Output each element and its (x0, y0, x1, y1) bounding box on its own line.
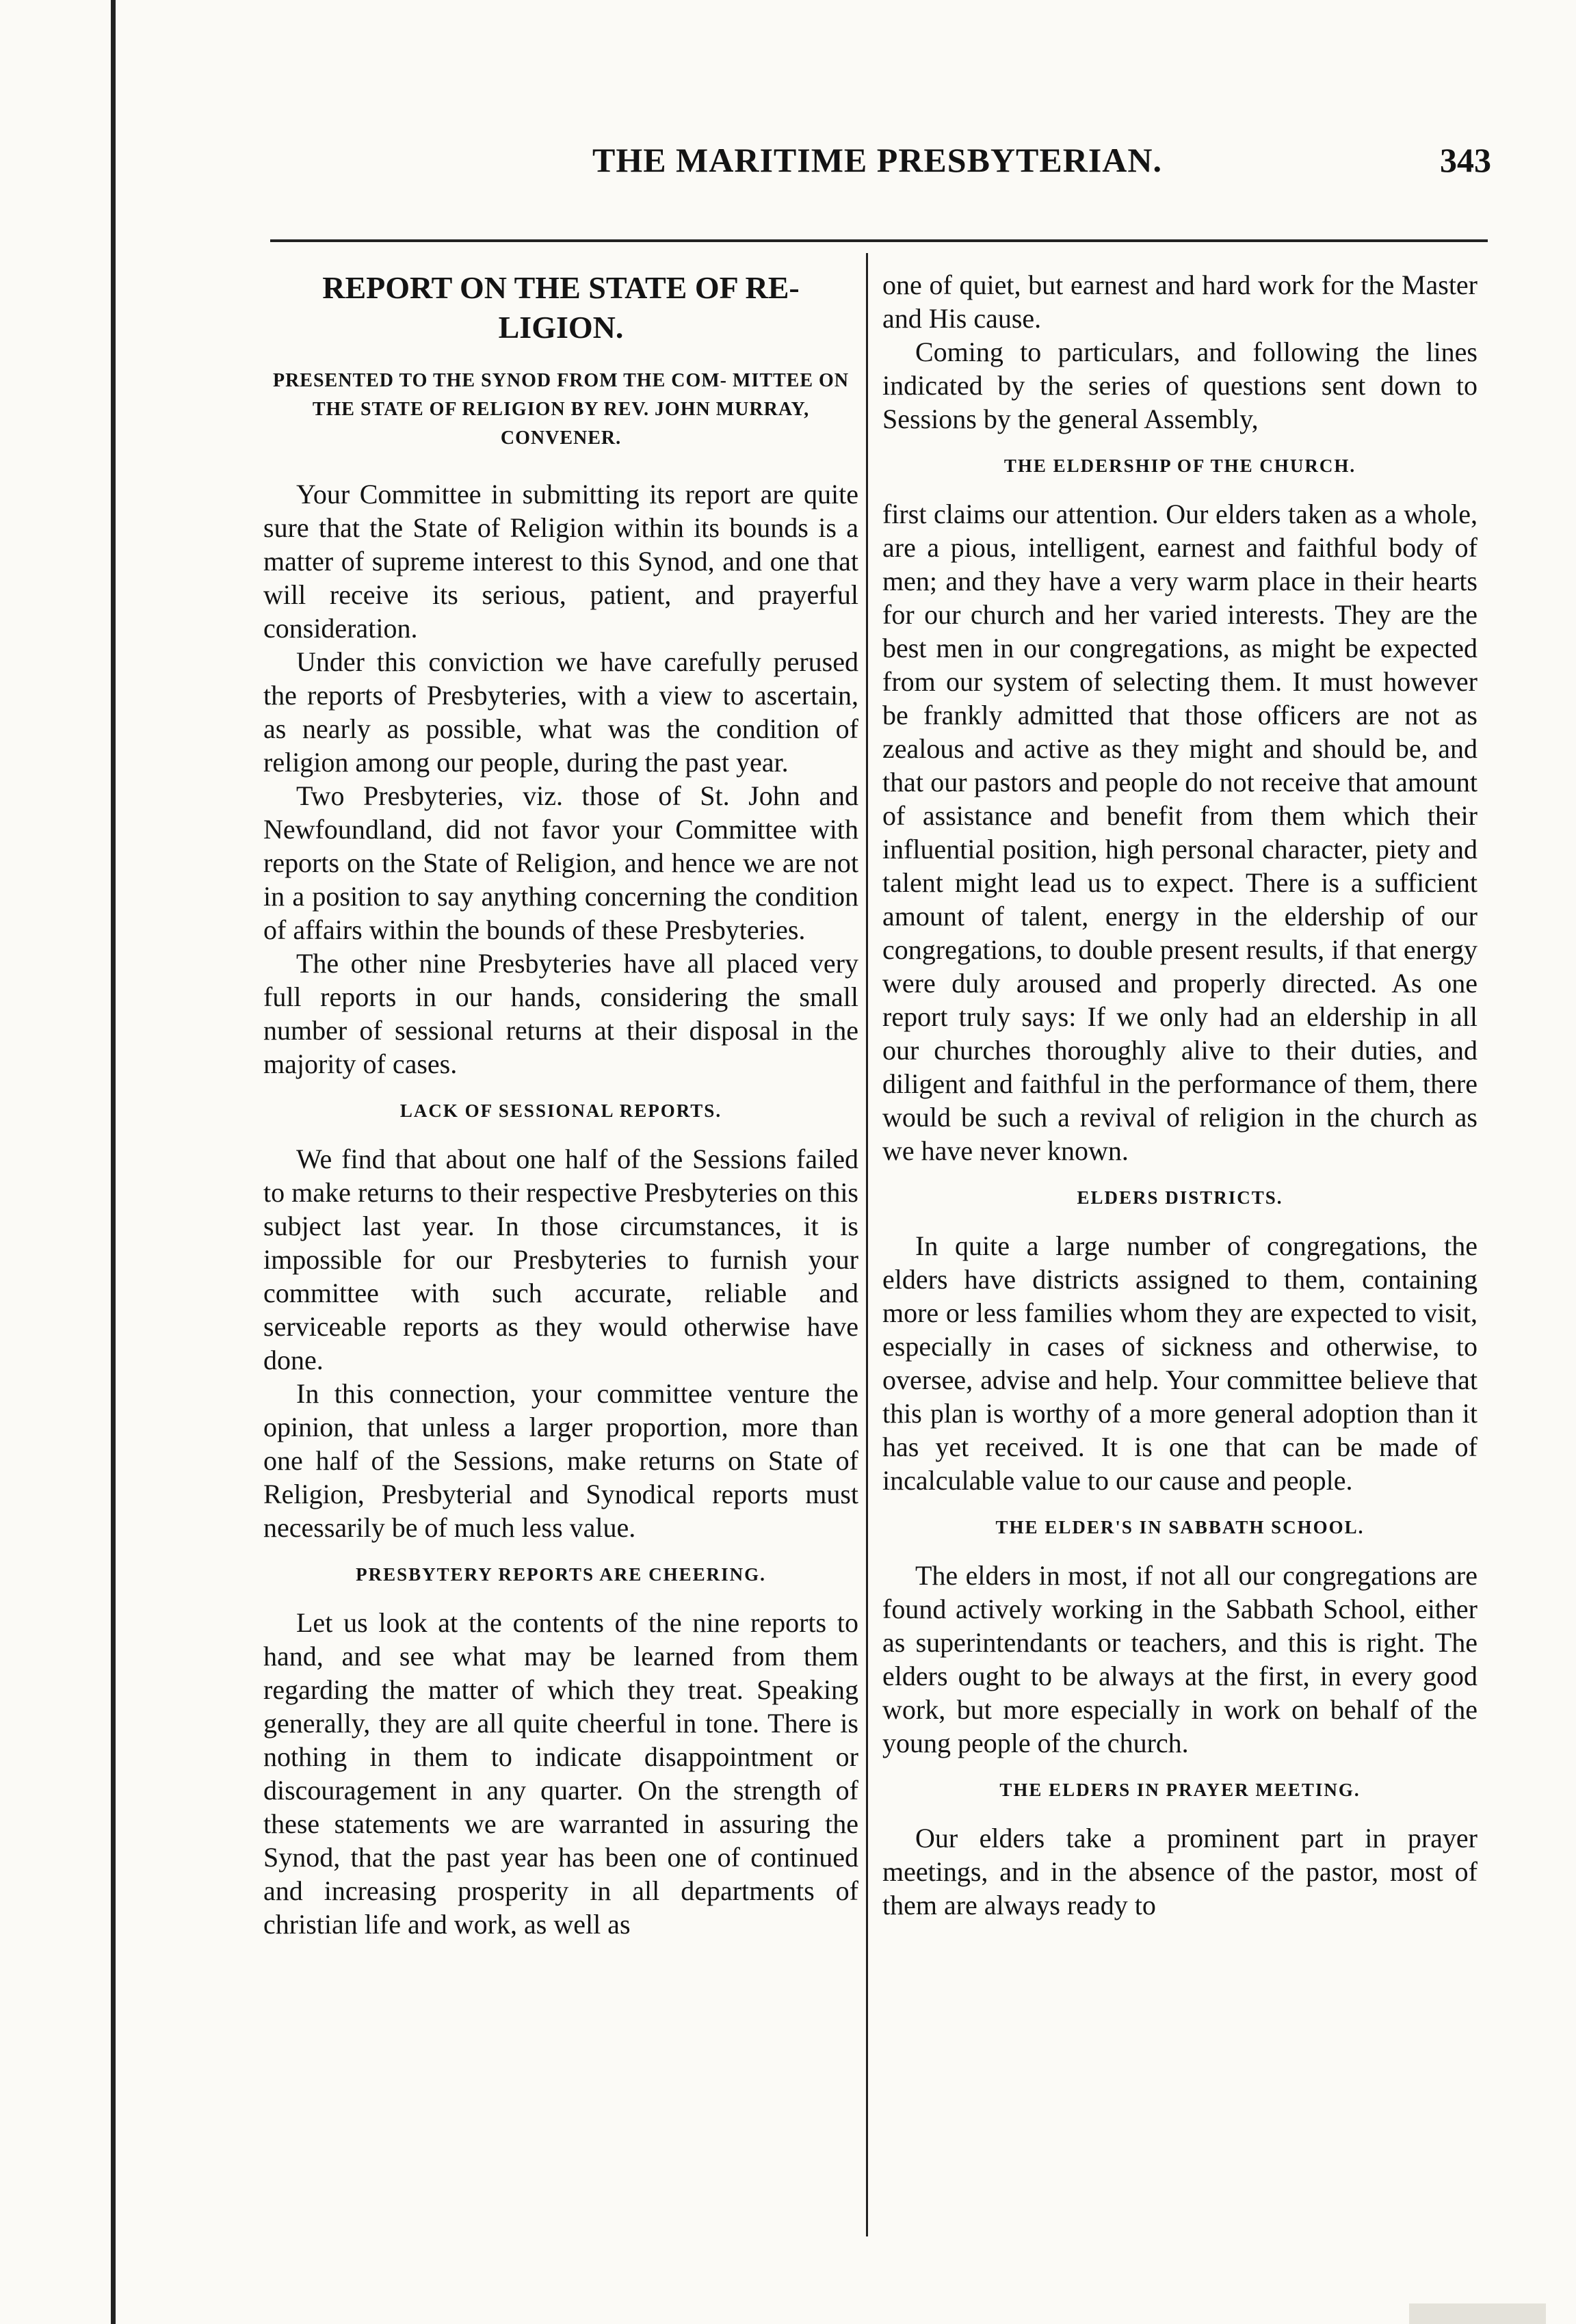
paragraph: one of quiet, but earnest and hard work for the Master and His cause. (882, 269, 1478, 334)
running-title: THE MARITIME PRESBYTERIAN. (592, 141, 1163, 179)
section-heading: ELDERS DISTRICTS. (1077, 1187, 1283, 1208)
paragraph: Let us look at the contents of the nine reports to hand, and see what may be learned from them regarding the matter of which they treat. Speaking generally, they are all quite cheerful in tone. There is nothing in them to indicate disappointment or discouragement in any quarter. On the strength of these statements we are warranted in assuring the Synod, that the past year has been one of continued and increasing prosperity in all departments of christian life and work, as well as (263, 1607, 858, 1940)
paragraph: Our elders take a prominent part in prayer meetings, and in the absence of the pastor, most of them are always ready to (882, 1823, 1478, 1920)
section-heading: THE ELDERS IN PRAYER MEETING. (999, 1780, 1361, 1800)
header-rule (270, 239, 1488, 242)
page-number: 343 (1440, 141, 1491, 179)
running-header (263, 140, 1491, 205)
section-heading: THE ELDER'S IN SABBATH SCHOOL. (995, 1517, 1365, 1537)
page-binding-edge (111, 0, 116, 2324)
scan-footer-mark (1409, 2303, 1546, 2324)
article-subtitle: PRESENTED TO THE SYNOD FROM THE COM- MITTEE ON THE STATE OF RELIGION BY REV. JOHN MURRAY, CONVENER. (272, 370, 850, 449)
column-divider (866, 253, 868, 2236)
paragraph: In quite a large number of congregations, the elders have districts assigned to them, containing more or less families whom they are expected to visit, especially in cases of sickness and otherwise, to oversee, advise and help. Your committee believe that this plan is worthy of a more general adoption than it has yet received. It is one that can be made of incalculable value to our cause and people. (882, 1230, 1478, 1496)
section-heading: THE ELDERSHIP OF THE CHURCH. (1003, 455, 1356, 476)
paragraph: We find that about one half of the Sessions failed to make returns to their respective Presbyteries on this subject last year. In those circumstances, it is impossible for our Presbyteries to furnish your committee with such accurate, reliable and serviceable reports as they would otherwise have done. (263, 1144, 858, 1375)
paragraph: The elders in most, if not all our congregations are found actively working in the Sabbath School, either as superintendants or teachers, and this is right. The elders ought to be always at the first, in every good work, but more especially in work on behalf of the young people of the church. (882, 1560, 1478, 1758)
paragraph: The other nine Presbyteries have all placed very full reports in our hands, considering the small number of sessional returns at their disposal in the majority of cases. (263, 948, 858, 1079)
section-heading: PRESBYTERY REPORTS ARE CHEERING. (356, 1564, 766, 1585)
article-title: REPORT ON THE STATE OF RE- LIGION. (322, 270, 800, 345)
paragraph: Under this conviction we have carefully perused the reports of Presbyteries, with a view to ascertain, as nearly as possible, what was the condition of religion among our people, during the past year. (263, 646, 858, 778)
paragraph: first claims our attention. Our elders taken as a whole, are a pious, intelligent, earnest and faithful body of men; and they have a very warm place in their hearts for our church and her varied interests. They are the best men in our congregations, as might be expected from our system of selecting them. It must however be frankly admitted that those officers are not as zealous and active as they might and should be, and that our pastors and people do not receive that amount of assistance and benefit from them which their influential position, high personal character, piety and talent might lead us to expect. There is a sufficient amount of talent, energy in the eldership of our congregations, to double present results, if that energy were duly aroused and properly directed. As one report truly says: If we only had an eldership in all our churches thoroughly alive to their duties, and diligent and faithful in the performance of them, there would be such a revival of religion in the church as we have never known. (882, 499, 1478, 1166)
section-heading: LACK OF SESSIONAL REPORTS. (399, 1100, 722, 1121)
left-column (263, 268, 858, 1941)
paragraph: Two Presbyteries, viz. those of St. John and Newfoundland, did not favor your Committee with reports on the State of Religion, and hence we are not in a position to say anything concerning the condition of affairs within the bounds of these Presbyteries. (263, 780, 858, 945)
right-column (882, 268, 1478, 1922)
paragraph: Coming to particulars, and following the lines indicated by the series of questions sent down to Sessions by the general Assembly, (882, 336, 1478, 434)
paragraph: Your Committee in submitting its report are quite sure that the State of Religion within its bounds is a matter of supreme interest to this Synod, and one that will receive its serious, patient, and prayerful consideration. (263, 479, 858, 644)
paragraph: In this connection, your committee venture the opinion, that unless a larger proportion, more than one half of the Sessions, make returns on State of Religion, Presbyterial and Synodical reports must necessarily be of much less value. (263, 1378, 858, 1543)
